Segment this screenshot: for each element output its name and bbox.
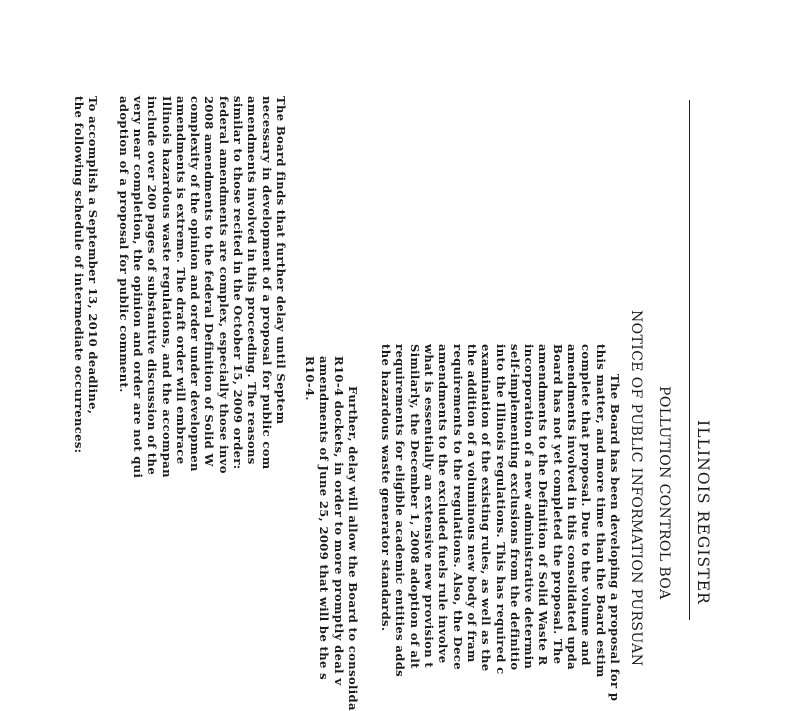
text-line: adoption of a proposal for public comment. bbox=[116, 96, 131, 393]
header-rule bbox=[689, 100, 690, 620]
text-line: the following schedule of intermediate occurrences: bbox=[71, 96, 86, 454]
text-line: the hazardous waste generator standards. bbox=[379, 344, 394, 632]
text-line: 2008 amendments to the federal Definition of Solid W bbox=[202, 96, 217, 467]
text-line: Further, delay will allow the Board to consolida bbox=[346, 386, 360, 711]
text-line: federal amendments are complex, especially those invo bbox=[216, 96, 231, 474]
text-line: amendments involved in this proceeding. The reasons bbox=[245, 96, 260, 465]
text-line: very near completion, the opinion and order are not qui bbox=[131, 96, 145, 479]
text-line: requirements for eligible academic entities adds bbox=[393, 344, 408, 678]
text-line: POLLUTION CONTROL BOA bbox=[656, 386, 672, 600]
text-line: include over 200 pages of substantive discussion of the bbox=[145, 96, 160, 476]
text-line: ILLINOIS REGISTER bbox=[694, 420, 712, 605]
text-line: necessary in development of a proposal for public com bbox=[259, 96, 274, 470]
text-line: amendments of June 25, 2009 that will be the s bbox=[317, 356, 332, 680]
text-line: To accomplish a September 13, 2010 deadline, bbox=[86, 96, 100, 415]
text-line: amendments is extreme. The draft order will embrace bbox=[173, 96, 188, 465]
text-line: The Board finds that further delay until Septem bbox=[274, 96, 288, 425]
text-line: The Board has been developing a proposal for p bbox=[608, 374, 622, 702]
text-line: Similarly, the December 1, 2008 adoption of alt bbox=[407, 344, 422, 669]
text-line: amendments involved in this consolidated upda bbox=[565, 344, 580, 670]
text-line: complete that proposal. Due to the volume and bbox=[579, 344, 594, 666]
text-line: this matter, and more time than the Board estim bbox=[593, 344, 608, 678]
text-line: into the Illinois regulations. This has required c bbox=[493, 344, 508, 675]
text-line: amendments to the Definition of Solid Waste R bbox=[536, 344, 551, 666]
text-line: self-implementing exclusions from the definitio bbox=[507, 344, 522, 671]
text-line: Illinois hazardous waste regulations, and the accompan bbox=[159, 96, 174, 478]
text-line: what is essentially an extensive new provision t bbox=[422, 344, 437, 669]
text-line: R10-4. bbox=[303, 356, 318, 401]
text-line: amendments to the excluded fuels rule involve bbox=[436, 344, 451, 664]
text-line: requirements to the regulations. Also, the Dece bbox=[450, 344, 465, 670]
text-line: the addition of a voluminous new body of fram bbox=[465, 344, 479, 663]
text-line: similar to those recited in the October 15, 2009 order: bbox=[231, 96, 246, 470]
text-line: R10-4 dockets, in order to more promptly deal v bbox=[331, 356, 346, 686]
text-line: examination of the existing rules, as well as the bbox=[479, 344, 494, 672]
text-line: incorporation of a new administrative determin bbox=[522, 344, 537, 670]
text-line: NOTICE OF PUBLIC INFORMATION PURSUAN bbox=[628, 310, 644, 667]
text-line: complexity of the opinion and order under developmen bbox=[188, 96, 203, 472]
text-line: Board has not yet completed the proposal. The bbox=[550, 344, 565, 665]
